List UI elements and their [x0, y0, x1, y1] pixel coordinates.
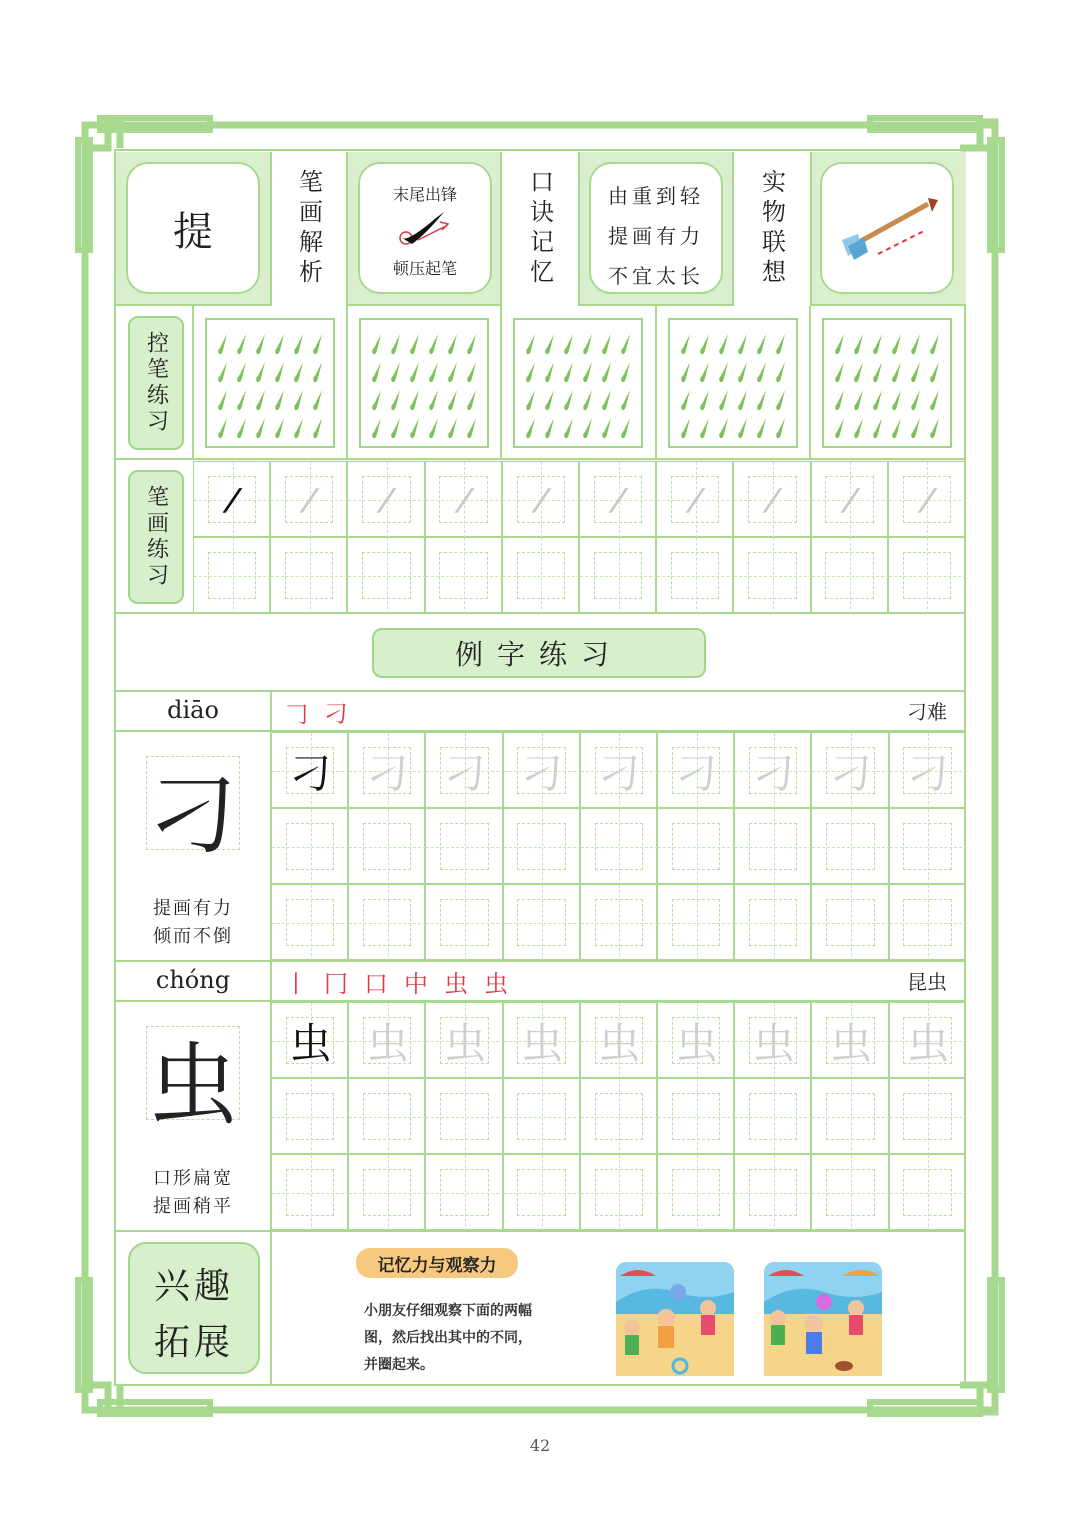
control-practice-label: 控笔练习 [143, 331, 169, 435]
dashed-guide [890, 1193, 967, 1194]
dashed-guide [812, 1117, 889, 1118]
stroke-order-step: 中 [404, 969, 428, 998]
control-stroke-pattern [824, 320, 950, 446]
dashed-guide [812, 923, 889, 924]
dashed-guide [581, 847, 658, 848]
writing-tip: 提画稍平 [153, 1196, 233, 1217]
model-char: 虫 [289, 1019, 332, 1068]
writing-cell[interactable] [580, 1078, 657, 1154]
trace-stroke: / [606, 482, 631, 518]
dashed-guide [504, 1193, 581, 1194]
control-practice-box [668, 318, 798, 448]
practice-cell[interactable] [888, 537, 965, 613]
analysis-box [358, 162, 492, 294]
practice-cell[interactable] [733, 537, 810, 613]
stroke-order-step: 虫 [444, 969, 468, 998]
dashed-guide [812, 576, 889, 577]
writing-cell[interactable] [271, 1002, 348, 1078]
trace-char: 刁 [752, 749, 795, 798]
writing-cell[interactable] [657, 1154, 734, 1230]
trace-char: 虫 [675, 1019, 718, 1068]
writing-cell[interactable] [348, 1154, 425, 1230]
trace-stroke: / [838, 482, 863, 518]
analysis-label: 笔画解析 [294, 169, 323, 289]
trace-char: 虫 [443, 1019, 486, 1068]
control-stroke-pattern [207, 320, 333, 446]
trace-stroke: / [761, 482, 785, 518]
dashed-guide [580, 576, 657, 577]
column-divider [500, 306, 502, 460]
dashed-guide [272, 1117, 349, 1118]
writing-cell[interactable] [811, 1078, 888, 1154]
control-stroke-pattern [361, 320, 487, 446]
stroke-order-step: 冂 [324, 969, 348, 998]
writing-cell[interactable] [348, 808, 425, 884]
writing-cell[interactable] [271, 1154, 348, 1230]
control-practice-box [822, 318, 952, 448]
writing-cell[interactable] [580, 1154, 657, 1230]
dashed-guide [426, 847, 503, 848]
dashed-guide [272, 1193, 349, 1194]
stroke-practice-label: 笔画练习 [143, 485, 169, 589]
dashed-guide [194, 576, 271, 577]
stroke-demo-icon [396, 208, 456, 248]
practice-cell[interactable] [811, 461, 888, 537]
writing-cell[interactable] [657, 808, 734, 884]
writing-cell[interactable] [657, 884, 734, 960]
arrow-icon [838, 194, 938, 264]
trace-stroke: / [915, 482, 940, 518]
trace-char: 刁 [675, 749, 718, 798]
writing-cell[interactable] [503, 808, 580, 884]
practice-cell[interactable] [579, 537, 656, 613]
stroke-order-step: 丨 [284, 969, 308, 998]
writing-cell[interactable] [580, 884, 657, 960]
dashed-guide [349, 1193, 426, 1194]
dashed-guide [734, 576, 811, 577]
writing-cell[interactable] [425, 1002, 502, 1078]
dashed-guide [890, 1117, 967, 1118]
writing-cell[interactable] [734, 1154, 811, 1230]
model-char: 刁 [289, 749, 332, 798]
interest-banner-text: 记忆力与观察力 [377, 1255, 497, 1276]
practice-cell[interactable] [579, 461, 656, 537]
dashed-guide [889, 576, 966, 577]
writing-cell[interactable] [580, 732, 657, 808]
model-stroke: / [220, 482, 245, 518]
trace-char: 虫 [598, 1019, 641, 1068]
example-title-box [372, 628, 706, 678]
writing-cell[interactable] [503, 1154, 580, 1230]
trace-char: 刁 [907, 749, 950, 798]
pinyin: chóng [155, 966, 231, 994]
writing-cell[interactable] [811, 1154, 888, 1230]
writing-cell[interactable] [889, 808, 966, 884]
dashed-guide [812, 1193, 889, 1194]
trace-char: 刁 [598, 749, 641, 798]
mnemonic-label: 口诀记忆 [525, 169, 554, 289]
writing-cell[interactable] [425, 808, 502, 884]
writing-cell[interactable] [734, 1002, 811, 1078]
practice-cell[interactable] [347, 461, 424, 537]
writing-cell[interactable] [503, 732, 580, 808]
example-word: 昆虫 [907, 969, 947, 994]
control-practice-box [359, 318, 489, 448]
mnemonic-label-cell [502, 152, 578, 306]
practice-cell[interactable] [656, 461, 733, 537]
control-practice-box [513, 318, 643, 448]
trace-stroke: / [375, 482, 399, 518]
dashed-guide [426, 1117, 503, 1118]
stroke-char-box [126, 162, 260, 294]
practice-cell[interactable] [347, 537, 424, 613]
practice-cell[interactable] [270, 461, 347, 537]
trace-stroke: / [297, 482, 322, 518]
dashed-guide [504, 847, 581, 848]
dashed-guide [349, 847, 426, 848]
example-title: 例字练习 [454, 638, 623, 671]
writing-cell[interactable] [889, 1078, 966, 1154]
practice-cell[interactable] [811, 537, 888, 613]
writing-cell[interactable] [271, 884, 348, 960]
practice-cell[interactable] [656, 537, 733, 613]
dashed-guide [426, 576, 503, 577]
writing-cell[interactable] [734, 808, 811, 884]
page-number: 42 [529, 1436, 551, 1455]
writing-cell[interactable] [811, 808, 888, 884]
writing-cell[interactable] [657, 1078, 734, 1154]
dashed-guide [658, 847, 735, 848]
writing-cell[interactable] [271, 732, 348, 808]
trace-char: 虫 [752, 1019, 795, 1068]
writing-tip: 口形扁宽 [153, 1168, 233, 1189]
big-char: 刁 [148, 763, 238, 868]
column-divider [346, 306, 348, 460]
analysis-bottom-text: 顿压起笔 [392, 259, 457, 278]
dashed-guide [658, 1193, 735, 1194]
practice-cell[interactable] [733, 461, 810, 537]
practice-cell[interactable] [425, 461, 502, 537]
practice-cell[interactable] [425, 537, 502, 613]
writing-cell[interactable] [348, 1002, 425, 1078]
writing-cell[interactable] [348, 1078, 425, 1154]
writing-cell[interactable] [580, 1002, 657, 1078]
column-divider [655, 306, 657, 460]
example-word: 刁难 [907, 699, 947, 724]
interest-label-line-1: 兴趣 [153, 1266, 234, 1307]
dashed-guide [426, 1193, 503, 1194]
writing-cell[interactable] [657, 732, 734, 808]
dashed-guide [735, 847, 812, 848]
dashed-guide [657, 576, 734, 577]
control-practice-label-box [128, 316, 184, 450]
dashed-guide [349, 923, 426, 924]
writing-tip: 提画有力 [153, 898, 233, 919]
stroke-order [284, 694, 348, 728]
trace-char: 虫 [366, 1019, 409, 1068]
trace-stroke: / [452, 482, 477, 518]
dashed-guide [272, 847, 349, 848]
stroke-order-step: 刁 [324, 699, 348, 728]
dashed-guide [812, 847, 889, 848]
interest-banner [356, 1248, 518, 1278]
writing-cell[interactable] [580, 808, 657, 884]
dashed-guide [426, 923, 503, 924]
writing-cell[interactable] [657, 1002, 734, 1078]
dashed-guide [658, 1117, 735, 1118]
dashed-guide [271, 576, 348, 577]
writing-cell[interactable] [271, 808, 348, 884]
beach-scene-image-2 [764, 1262, 882, 1376]
dashed-guide [735, 923, 812, 924]
dashed-guide [581, 1117, 658, 1118]
dashed-guide [735, 1193, 812, 1194]
practice-cell[interactable] [270, 537, 347, 613]
dashed-guide [890, 847, 967, 848]
writing-cell[interactable] [503, 1078, 580, 1154]
writing-cell[interactable] [811, 1002, 888, 1078]
writing-cell[interactable] [503, 884, 580, 960]
writing-cell[interactable] [811, 732, 888, 808]
trace-stroke: / [683, 482, 708, 518]
dashed-guide [658, 923, 735, 924]
writing-cell[interactable] [425, 1154, 502, 1230]
trace-char: 虫 [829, 1019, 872, 1068]
dashed-guide [349, 1117, 426, 1118]
interest-label-box [128, 1242, 260, 1374]
writing-cell[interactable] [811, 884, 888, 960]
mnemonic-box [589, 162, 723, 294]
association-label-cell [734, 152, 810, 306]
control-stroke-pattern [515, 320, 641, 446]
writing-cell[interactable] [425, 732, 502, 808]
analysis-label-cell [272, 152, 346, 306]
practice-cell[interactable] [193, 537, 270, 613]
dashed-guide [503, 576, 580, 577]
writing-cell[interactable] [425, 884, 502, 960]
association-label: 实物联想 [757, 169, 786, 289]
writing-cell[interactable] [889, 884, 966, 960]
writing-cell[interactable] [734, 732, 811, 808]
stroke-order-step: 口 [364, 969, 388, 998]
writing-cell[interactable] [503, 1002, 580, 1078]
pinyin: diāo [167, 696, 219, 724]
trace-char: 虫 [521, 1019, 564, 1068]
column-divider [809, 306, 811, 460]
dashed-guide [348, 576, 425, 577]
writing-cell[interactable] [734, 1078, 811, 1154]
stroke-order-step: 𠃌 [284, 699, 308, 728]
practice-cell[interactable] [888, 461, 965, 537]
dashed-guide [890, 923, 967, 924]
writing-cell[interactable] [348, 732, 425, 808]
writing-cell[interactable] [271, 1078, 348, 1154]
trace-char: 刁 [829, 749, 872, 798]
association-box [820, 162, 954, 294]
trace-char: 刁 [443, 749, 486, 798]
interest-label-line-2: 拓展 [153, 1322, 234, 1363]
interest-instruction: 小朋友仔细观察下面的两幅图，然后找出其中的不同，并圈起来。 [364, 1303, 532, 1373]
writing-cell[interactable] [889, 732, 966, 808]
trace-char: 虫 [907, 1019, 950, 1068]
dashed-guide [735, 1117, 812, 1118]
writing-cell[interactable] [889, 1002, 966, 1078]
stroke-order [284, 964, 508, 998]
mnemonic-line-2: 提画有力 [608, 224, 704, 248]
mnemonic-line-3: 不宜太长 [608, 264, 704, 288]
practice-cell[interactable] [502, 461, 579, 537]
writing-tip: 倾而不倒 [153, 926, 233, 947]
trace-char: 刁 [366, 749, 409, 798]
control-stroke-pattern [670, 320, 796, 446]
writing-cell[interactable] [425, 1078, 502, 1154]
trace-stroke: / [529, 482, 554, 518]
stroke-char: 提 [173, 208, 213, 255]
writing-cell[interactable] [889, 1154, 966, 1230]
trace-char: 刁 [521, 749, 564, 798]
practice-cell[interactable] [502, 537, 579, 613]
big-char: 虫 [148, 1033, 238, 1138]
mnemonic-line-1: 由重到轻 [608, 184, 704, 208]
dashed-guide [504, 1117, 581, 1118]
dashed-guide [581, 923, 658, 924]
beach-scene-image-1 [616, 1262, 734, 1376]
writing-cell[interactable] [734, 884, 811, 960]
control-practice-box [205, 318, 335, 448]
writing-cell[interactable] [348, 884, 425, 960]
practice-cell[interactable] [193, 461, 270, 537]
dashed-guide [504, 923, 581, 924]
dashed-guide [272, 923, 349, 924]
analysis-top-text: 末尾出锋 [392, 185, 457, 204]
stroke-order-step: 虫 [484, 969, 508, 998]
column-divider [192, 306, 194, 460]
dashed-guide [581, 1193, 658, 1194]
